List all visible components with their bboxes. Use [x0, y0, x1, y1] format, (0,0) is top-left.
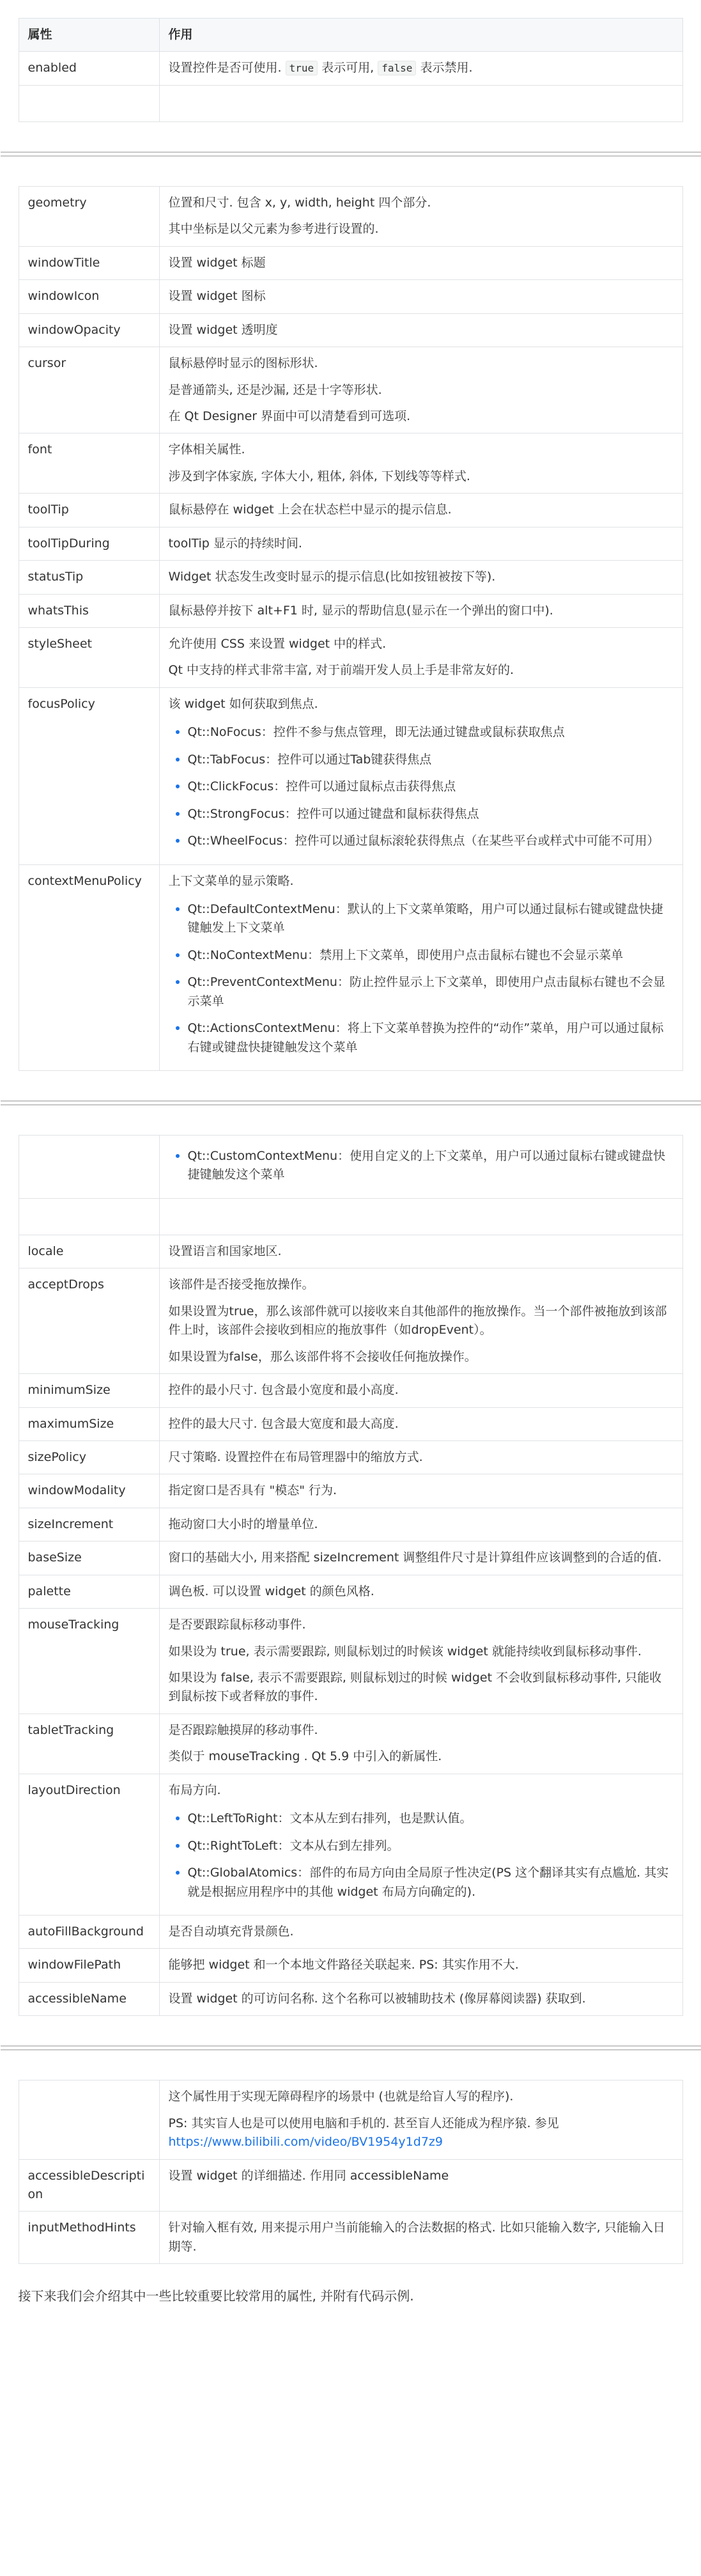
- desc-text: 是普通箭头, 还是沙漏, 还是十字等形状.: [168, 382, 382, 397]
- desc-text: 其中坐标是以父元素为参考进行设置的.: [168, 222, 379, 237]
- page-break: [1, 2041, 701, 2057]
- desc-text: 上下文菜单的显示策略.: [168, 873, 294, 888]
- list-item: • Qt::RightToLeft：文本从右到左排列。: [188, 1835, 674, 1855]
- code-false: false: [378, 61, 416, 75]
- property-desc: 设置 widget 标题: [159, 246, 682, 279]
- option-list: [169, 1807, 674, 1901]
- desc-text: 该部件是否接受拖放操作。: [168, 1277, 314, 1292]
- property-name: whatsThis: [19, 594, 159, 627]
- header-property: 属性: [19, 19, 159, 52]
- table-row: [19, 433, 682, 494]
- property-name: windowOpacity: [19, 313, 159, 347]
- desc-text: 如果设为 false, 表示不需要跟踪, 则鼠标划过的时候 widget 不会收到鼠标移动事件, 只能收到鼠标按下或者释放的事件.: [168, 1671, 662, 1704]
- property-name: autoFillBackground: [19, 1915, 159, 1948]
- property-name: styleSheet: [19, 628, 159, 688]
- table-header-row: [19, 19, 682, 52]
- property-desc: [159, 433, 682, 494]
- property-desc: 是否自动填充背景颜色.: [159, 1915, 682, 1948]
- desc-text: 是否跟踪触摸屏的移动事件.: [168, 1722, 318, 1737]
- table-row: [19, 1508, 682, 1541]
- page-break: [1, 148, 701, 163]
- table-row: [19, 280, 682, 313]
- list-item: • Qt::GlobalAtomics：部件的布局方向由全局原子性决定(PS 这个翻译其实有点尴尬. 其实就是根据应用程序中的其他 widget 布局方向确定的).: [188, 1862, 674, 1901]
- property-desc: [159, 52, 682, 85]
- table-row: [19, 313, 682, 347]
- table-row: [19, 687, 682, 864]
- table-row: [19, 594, 682, 627]
- property-desc: [159, 2080, 682, 2159]
- desc-text: 在 Qt Designer 界面中可以清楚看到可选项.: [168, 409, 411, 423]
- table-row: [19, 1915, 682, 1948]
- table-row: [19, 347, 682, 433]
- table-row: [19, 1774, 682, 1915]
- list-item: • Qt::DefaultContextMenu：默认的上下文菜单策略，用户可以通过鼠标右键或键盘快捷键触发上下文菜单: [188, 898, 674, 938]
- desc-text: 表示禁用.: [416, 61, 473, 75]
- desc-text: PS: 其实盲人也是可以使用电脑和手机的. 甚至盲人还能成为程序猿. 参见: [168, 2116, 559, 2130]
- property-name: windowFilePath: [19, 1949, 159, 1982]
- table-row: [19, 1440, 682, 1474]
- table-row: [19, 1235, 682, 1268]
- property-name: windowModality: [19, 1474, 159, 1508]
- property-name: windowIcon: [19, 280, 159, 313]
- document-page: [12, 0, 689, 2304]
- desc-text: [169, 2114, 674, 2152]
- table-row-blank: [19, 85, 682, 121]
- property-desc: [159, 628, 682, 688]
- desc-text: 布局方向.: [168, 1783, 221, 1797]
- property-name: enabled: [19, 52, 159, 85]
- property-desc: 针对输入框有效, 用来提示用户当前能输入的合法数据的格式. 比如只能输入数字, 只能输入日期等.: [159, 2212, 682, 2264]
- header-purpose: 作用: [159, 19, 682, 52]
- property-desc: 拖动窗口大小时的增量单位.: [159, 1508, 682, 1541]
- table-row: [19, 1949, 682, 1982]
- desc-text: 如果设置为true，那么该部件就可以接收来自其他部件的拖放操作。当一个部件被拖放到该部件上时，该部件会接收到相应的拖放事件（如dropEvent）。: [168, 1304, 667, 1338]
- list-item: • Qt::LeftToRight：文本从左到右排列，也是默认值。: [188, 1807, 674, 1828]
- table-row: [19, 2159, 682, 2212]
- property-name: minimumSize: [19, 1374, 159, 1407]
- property-name: sizePolicy: [19, 1440, 159, 1474]
- property-name: locale: [19, 1235, 159, 1268]
- property-desc: 控件的最小尺寸. 包含最小宽度和最小高度.: [159, 1374, 682, 1407]
- desc-text: 位置和尺寸. 包含 x, y, width, height 四个部分.: [168, 195, 431, 210]
- property-desc: [159, 1268, 682, 1374]
- bilibili-video-link[interactable]: https://www.bilibili.com/video/BV1954y1d7z9: [168, 2135, 443, 2150]
- list-item: • Qt::CustomContextMenu：使用自定义的上下文菜单，用户可以通过鼠标右键或键盘快捷键触发这个菜单: [188, 1145, 674, 1185]
- table-row: [19, 1575, 682, 1608]
- property-desc: [159, 864, 682, 1071]
- property-desc: Widget 状态发生改变时显示的提示信息(比如按钮被按下等).: [159, 561, 682, 594]
- table-row: [19, 186, 682, 246]
- property-name: mouseTracking: [19, 1609, 159, 1714]
- property-name: maximumSize: [19, 1407, 159, 1440]
- property-desc: [159, 1774, 682, 1915]
- desc-text: 如果设置为false，那么该部件将不会接收任何拖放操作。: [168, 1349, 477, 1364]
- property-desc: 设置语言和国家地区.: [159, 1235, 682, 1268]
- list-item: • Qt::WheelFocus：控件可以通过鼠标滚轮获得焦点（在某些平台或样式中可能不可用）: [188, 830, 674, 850]
- option-list: [169, 898, 674, 1057]
- page-break: [1, 1097, 701, 1112]
- property-name: baseSize: [19, 1542, 159, 1575]
- properties-table-part1: [19, 18, 683, 122]
- option-list: [169, 1145, 674, 1185]
- property-desc: [159, 347, 682, 433]
- property-desc: 窗口的基础大小, 用来搭配 sizeIncrement 调整组件尺寸是计算组件应该调整到的合适的值.: [159, 1542, 682, 1575]
- list-item: • Qt::TabFocus：控件可以通过Tab键获得焦点: [188, 749, 674, 769]
- property-name: layoutDirection: [19, 1774, 159, 1915]
- table-row: [19, 1474, 682, 1508]
- properties-table-part3: [19, 1135, 683, 2016]
- desc-text: 鼠标悬停时显示的图标形状.: [168, 356, 318, 371]
- table-row: [19, 561, 682, 594]
- property-name: inputMethodHints: [19, 2212, 159, 2264]
- property-desc: 鼠标悬停在 widget 上会在状态栏中显示的提示信息.: [159, 494, 682, 527]
- property-name: toolTip: [19, 494, 159, 527]
- closing-paragraph: 接下来我们会介绍其中一些比较重要比较常用的属性, 并附有代码示例.: [18, 2288, 414, 2304]
- property-name: geometry: [19, 186, 159, 246]
- property-desc: 设置 widget 的可访问名称. 这个名称可以被辅助技术 (像屏幕阅读器) 获取到.: [159, 1982, 682, 2015]
- table-row: [19, 1713, 682, 1774]
- table-row: [19, 1609, 682, 1714]
- property-name: windowTitle: [19, 246, 159, 279]
- property-desc: [159, 1713, 682, 1774]
- desc-text: 涉及到字体家族, 字体大小, 粗体, 斜体, 下划线等等样式.: [168, 469, 470, 483]
- list-item: • Qt::NoContextMenu：禁用上下文菜单，即使用户点击鼠标右键也不会显示菜单: [188, 944, 674, 965]
- property-desc: 调色板. 可以设置 widget 的颜色风格.: [159, 1575, 682, 1608]
- property-name: focusPolicy: [19, 687, 159, 864]
- table-row: [19, 1374, 682, 1407]
- desc-text: 该 widget 如何获取到焦点.: [168, 696, 318, 711]
- property-desc: 设置 widget 图标: [159, 280, 682, 313]
- table-row: [19, 1982, 682, 2015]
- property-name: font: [19, 433, 159, 494]
- property-name-empty: [19, 2080, 159, 2159]
- property-name: cursor: [19, 347, 159, 433]
- desc-text: Qt 中支持的样式非常丰富, 对于前端开发人员上手是非常友好的.: [168, 663, 514, 678]
- desc-text: 设置控件是否可使用.: [168, 61, 286, 75]
- table-row: [19, 2080, 682, 2159]
- table-row: [19, 1136, 682, 1199]
- properties-table-part4: [19, 2080, 683, 2264]
- table-row: [19, 628, 682, 688]
- property-name: palette: [19, 1575, 159, 1608]
- table-row: [19, 527, 682, 560]
- property-name-empty: [19, 1136, 159, 1199]
- property-desc: 设置 widget 的详细描述. 作用同 accessibleName: [159, 2159, 682, 2212]
- property-desc: toolTip 显示的持续时间.: [159, 527, 682, 560]
- code-true: true: [286, 61, 318, 75]
- table-row: [19, 1268, 682, 1374]
- desc-text: 类似于 mouseTracking . Qt 5.9 中引入的新属性.: [168, 1749, 442, 1764]
- table-row-blank: [19, 1198, 682, 1235]
- table-row: [19, 1407, 682, 1440]
- properties-table-part2: [19, 186, 683, 1071]
- property-desc: 尺寸策略. 设置控件在布局管理器中的缩放方式.: [159, 1440, 682, 1474]
- table-row: [19, 52, 682, 85]
- property-desc: 设置 widget 透明度: [159, 313, 682, 347]
- property-desc: [159, 687, 682, 864]
- list-item: • Qt::PreventContextMenu：防止控件显示上下文菜单，即使用户点击鼠标右键也不会显示菜单: [188, 971, 674, 1011]
- list-item: • Qt::StrongFocus：控件可以通过键盘和鼠标获得焦点: [188, 803, 674, 824]
- table-row: [19, 246, 682, 279]
- table-row: [19, 494, 682, 527]
- property-name: accessibleDescription: [19, 2159, 159, 2212]
- desc-text: 字体相关属性.: [168, 442, 245, 457]
- property-name: toolTipDuring: [19, 527, 159, 560]
- property-name: contextMenuPolicy: [19, 864, 159, 1071]
- property-name: tabletTracking: [19, 1713, 159, 1774]
- desc-text: 是否要跟踪鼠标移动事件.: [168, 1618, 306, 1632]
- property-desc: [159, 1136, 682, 1199]
- property-name: sizeIncrement: [19, 1508, 159, 1541]
- property-name: acceptDrops: [19, 1268, 159, 1374]
- property-desc: 能够把 widget 和一个本地文件路径关联起来. PS: 其实作用不大.: [159, 1949, 682, 1982]
- desc-text: 这个属性用于实现无障碍程序的场景中 (也就是给盲人写的程序).: [168, 2089, 514, 2104]
- desc-text: 如果设为 true, 表示需要跟踪, 则鼠标划过的时候该 widget 就能持续收到鼠标移动事件.: [168, 1644, 642, 1659]
- property-name: accessibleName: [19, 1982, 159, 2015]
- property-desc: [159, 186, 682, 246]
- property-desc: 鼠标悬停并按下 alt+F1 时, 显示的帮助信息(显示在一个弹出的窗口中).: [159, 594, 682, 627]
- list-item: • Qt::NoFocus：控件不参与焦点管理，即无法通过键盘或鼠标获取焦点: [188, 721, 674, 742]
- desc-text: 表示可用,: [318, 61, 378, 75]
- table-row: [19, 1542, 682, 1575]
- property-desc: 控件的最大尺寸. 包含最大宽度和最大高度.: [159, 1407, 682, 1440]
- list-item: • Qt::ClickFocus：控件可以通过鼠标点击获得焦点: [188, 776, 674, 796]
- list-item: • Qt::ActionsContextMenu：将上下文菜单替换为控件的“动作”菜单，用户可以通过鼠标右键或键盘快捷键触发这个菜单: [188, 1017, 674, 1057]
- desc-text: 允许使用 CSS 来设置 widget 中的样式.: [168, 637, 387, 651]
- option-list: [169, 721, 674, 850]
- table-row: [19, 2212, 682, 2264]
- property-desc: 指定窗口是否具有 "模态" 行为.: [159, 1474, 682, 1508]
- table-row: [19, 864, 682, 1071]
- property-desc: [159, 1609, 682, 1714]
- property-name: statusTip: [19, 561, 159, 594]
